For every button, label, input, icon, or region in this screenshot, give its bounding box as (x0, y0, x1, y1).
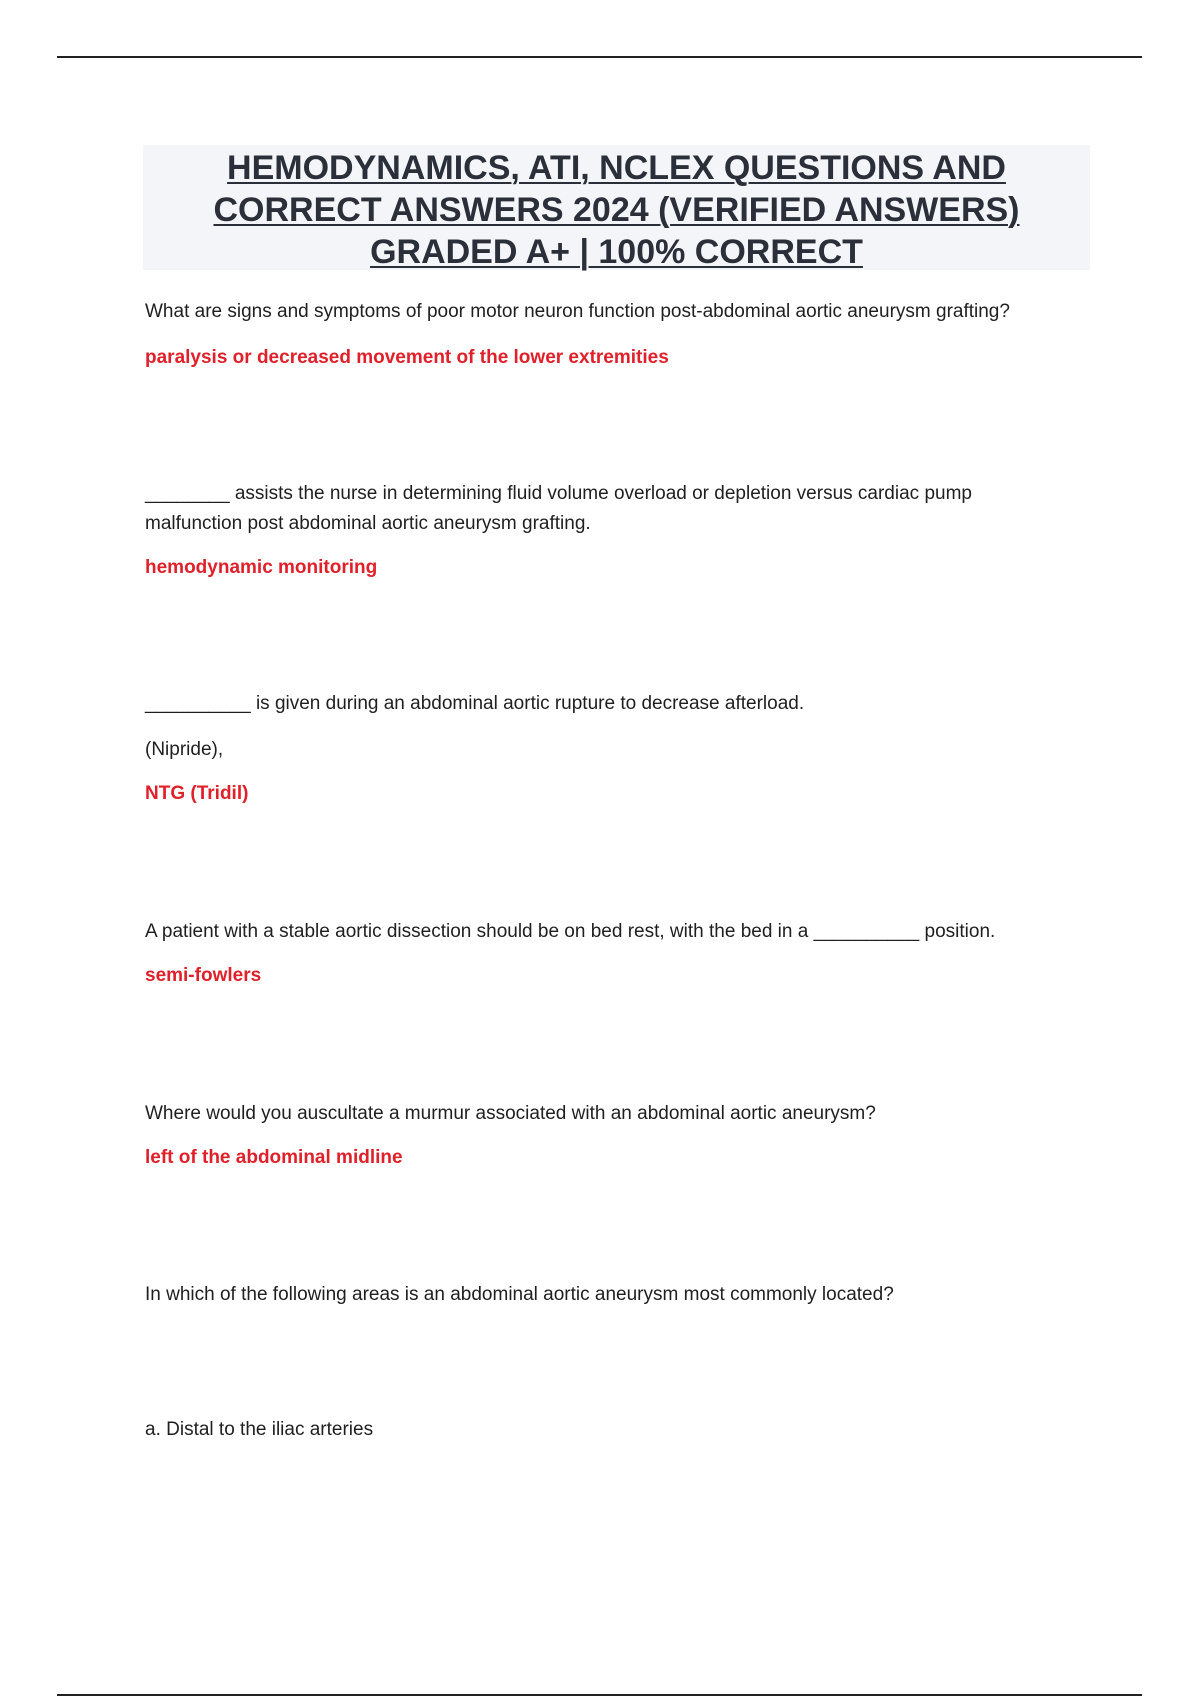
title-line-2: CORRECT ANSWERS 2024 (VERIFIED ANSWERS) (213, 191, 1020, 229)
question-4: A patient with a stable aortic dissection should be on bed rest, with the bed in a __________ position. (145, 921, 996, 942)
bottom-rule (57, 1694, 1142, 1696)
question-2-line-1: ________ assists the nurse in determining fluid volume overload or depletion versus cardiac pump (145, 483, 972, 504)
title-line-1: HEMODYNAMICS, ATI, NCLEX QUESTIONS AND (227, 149, 1006, 187)
question-6: In which of the following areas is an abdominal aortic aneurysm most commonly located? (145, 1284, 894, 1305)
document-title (143, 145, 1090, 270)
answer-1: paralysis or decreased movement of the lower extremities (145, 347, 669, 368)
answer-5: left of the abdominal midline (145, 1147, 403, 1168)
answer-3: NTG (Tridil) (145, 783, 249, 804)
answer-3-extra: (Nipride), (145, 739, 224, 760)
top-rule (57, 56, 1142, 58)
question-3: __________ is given during an abdominal aortic rupture to decrease afterload. (145, 693, 805, 714)
question-1: What are signs and symptoms of poor motor neuron function post-abdominal aortic aneurysm grafting? (145, 301, 1010, 322)
answer-2: hemodynamic monitoring (145, 557, 378, 578)
question-5: Where would you auscultate a murmur associated with an abdominal aortic aneurysm? (145, 1103, 876, 1124)
title-line-3: GRADED A+ | 100% CORRECT (370, 233, 863, 271)
question-2-line-2: malfunction post abdominal aortic aneurysm grafting. (145, 513, 591, 534)
answer-4: semi-fowlers (145, 965, 262, 986)
option-a: a. Distal to the iliac arteries (145, 1419, 374, 1440)
